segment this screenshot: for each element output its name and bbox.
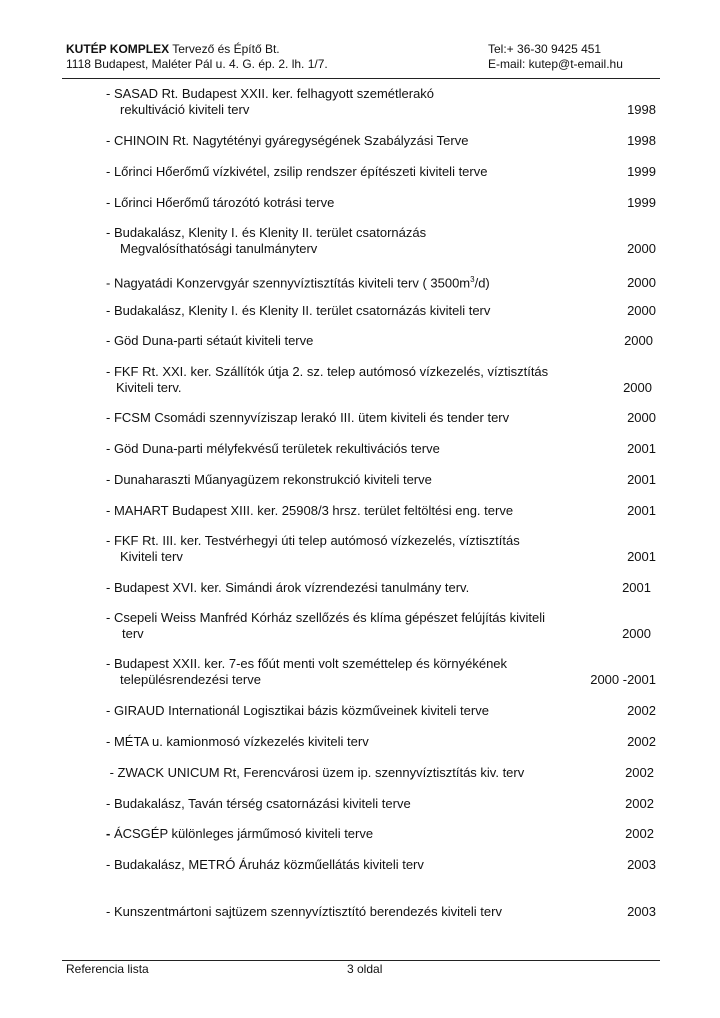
superscript: 3 <box>470 275 475 284</box>
entry-title: - Budapest XXII. ker. 7-es főút menti volt szeméttelep és környékének <box>106 656 508 671</box>
reference-entry <box>106 472 656 488</box>
entry-year: 2003 <box>627 857 656 872</box>
entry-year: 2001 <box>627 549 656 564</box>
entry-title: - Dunaharaszti Műanyagüzem rekonstrukció kiviteli terve <box>106 472 432 487</box>
entry-year: 2003 <box>627 904 656 919</box>
entry-title: - FKF Rt. XXI. ker. Szállítók útja 2. sz. telep autómosó vízkezelés, víztisztítás <box>106 364 549 379</box>
entry-year: 2000 <box>627 410 656 425</box>
entry-year: 2002 <box>625 765 654 780</box>
email: E-mail: kutep@t-email.hu <box>488 57 623 71</box>
letterhead <box>66 42 658 72</box>
reference-entry <box>106 610 651 642</box>
reference-entry <box>106 703 656 719</box>
reference-entry <box>106 303 656 319</box>
entry-year: 2000 <box>627 275 656 291</box>
entry-year: 2000 <box>627 303 656 318</box>
entry-year: 2002 <box>625 796 654 811</box>
entry-title: - Budakalász, METRÓ Áruház közműellátás kiviteli terv <box>106 857 424 872</box>
entry-title-cont: Megvalósíthatósági tanulmányterv <box>120 241 318 256</box>
reference-entry <box>106 410 656 426</box>
company-name: KUTÉP KOMPLEX <box>66 42 170 56</box>
entry-year: 1998 <box>627 133 656 148</box>
reference-entry <box>106 164 656 180</box>
reference-entry <box>106 441 656 457</box>
entry-title: - FKF Rt. III. ker. Testvérhegyi úti telep autómosó vízkezelés, víztisztítás <box>106 533 520 548</box>
entry-year: 1999 <box>627 195 656 210</box>
footer-page-number: 3 oldal <box>347 962 383 976</box>
entry-title-cont: rekultiváció kiviteli terv <box>120 102 250 117</box>
entry-title: - Kunszentmártoni sajtüzem szennyvíztisztító berendezés kiviteli terv <box>106 904 502 919</box>
entry-year: 2001 <box>622 580 651 595</box>
entry-year: 2001 <box>627 503 656 518</box>
reference-entry <box>106 503 656 519</box>
entry-title: - Nagyatádi Konzervgyár szennyvíztisztítás kiviteli terv ( $3500m^3/d$) <box>106 275 490 291</box>
entry-title: - SASAD Rt. Budapest XXII. ker. felhagyott szemétlerakó <box>106 86 435 101</box>
entry-year: 1999 <box>627 164 656 179</box>
entry-title: - Budakalász, Taván térség csatornázási kiviteli terve <box>106 796 411 811</box>
reference-entry <box>106 857 656 873</box>
address: 1118 Budapest, Maléter Pál u. 4. G. ép. 2. lh. 1/7. <box>66 57 328 71</box>
entry-title: - MÉTA u. kamionmosó vízkezelés kiviteli terv <box>106 734 369 749</box>
header-divider <box>62 78 660 79</box>
entry-year: 1998 <box>627 102 656 117</box>
entry-title: - MAHART Budapest XIII. ker. 25908/3 hrsz. terület feltöltési eng. terve <box>106 503 514 518</box>
entry-title: - FCSM Csomádi szennyvíziszap lerakó III. ütem kiviteli és tender terv <box>106 410 510 425</box>
entry-title-cont: Kiviteli terv. <box>116 380 182 395</box>
entry-title-cont: településrendezési terve <box>120 672 261 687</box>
entry-title: - GIRAUD Internationál Logisztikai bázis közműveinek kiviteli terve <box>106 703 489 718</box>
entry-year: 2002 <box>627 703 656 718</box>
entry-title: - Budapest XVI. ker. Simándi árok vízrendezési tanulmány terv. <box>106 580 470 595</box>
entry-year: 2000 -2001 <box>590 672 656 687</box>
entry-title: - Budakalász, Klenity I. és Klenity II. terület csatornázás kiviteli terv <box>106 303 491 318</box>
entry-title: - Csepeli Weiss Manfréd Kórház szellőzés és klíma gépészet felújítás kiviteli <box>106 610 546 625</box>
reference-entry <box>106 533 656 565</box>
reference-entry <box>106 195 656 211</box>
entry-year: 2001 <box>627 472 656 487</box>
reference-entry <box>106 734 656 750</box>
reference-entry <box>106 364 652 396</box>
reference-entry <box>106 333 653 349</box>
reference-entry <box>106 133 656 149</box>
company-line <box>66 42 476 57</box>
entry-title: - ZWACK UNICUM Rt, Ferencvárosi üzem ip. szennyvíztisztítás kiv. terv <box>106 765 525 780</box>
entry-title: - Lőrinci Hőerőmű vízkivétel, zsilip rendszer építészeti kiviteli terve <box>106 164 488 179</box>
entry-title: - Lőrinci Hőerőmű tározótó kotrási terve <box>106 195 335 210</box>
entry-year: 2000 <box>622 626 651 641</box>
reference-entry <box>106 656 656 688</box>
entry-title-cont: Kiviteli terv <box>120 549 183 564</box>
entry-title: - Göd Duna-parti sétaút kiviteli terve <box>106 333 314 348</box>
reference-entry <box>106 580 651 596</box>
entry-title: - CHINOIN Rt. Nagytétényi gyáregységének Szabályzási Terve <box>106 133 469 148</box>
footer-divider <box>62 960 660 961</box>
company-type: Tervező és Építő Bt. <box>169 42 280 56</box>
entry-title: - Budakalász, Klenity I. és Klenity II. terület csatornázás <box>106 225 427 240</box>
reference-entry <box>106 826 654 842</box>
footer-doc-name: Referencia lista <box>66 962 149 976</box>
entry-title: - Göd Duna-parti mélyfekvésű területek rekultivációs terve <box>106 441 440 456</box>
entry-year: 2002 <box>627 734 656 749</box>
reference-entry <box>106 765 654 781</box>
phone: Tel:+ 36-30 9425 451 <box>488 42 602 56</box>
reference-entry <box>106 272 656 291</box>
entry-title: - ÁCSGÉP különleges járműmosó kiviteli terve <box>106 826 374 841</box>
entry-year: 2000 <box>624 333 653 348</box>
reference-entry <box>106 225 656 257</box>
entry-title-cont: terv <box>122 626 144 641</box>
entry-year: 2000 <box>627 241 656 256</box>
reference-entry <box>106 796 654 812</box>
entry-year: 2002 <box>625 826 654 841</box>
reference-entry <box>106 904 656 920</box>
entry-year: 2000 <box>623 380 652 395</box>
entry-year: 2001 <box>627 441 656 456</box>
reference-entry <box>106 86 656 118</box>
